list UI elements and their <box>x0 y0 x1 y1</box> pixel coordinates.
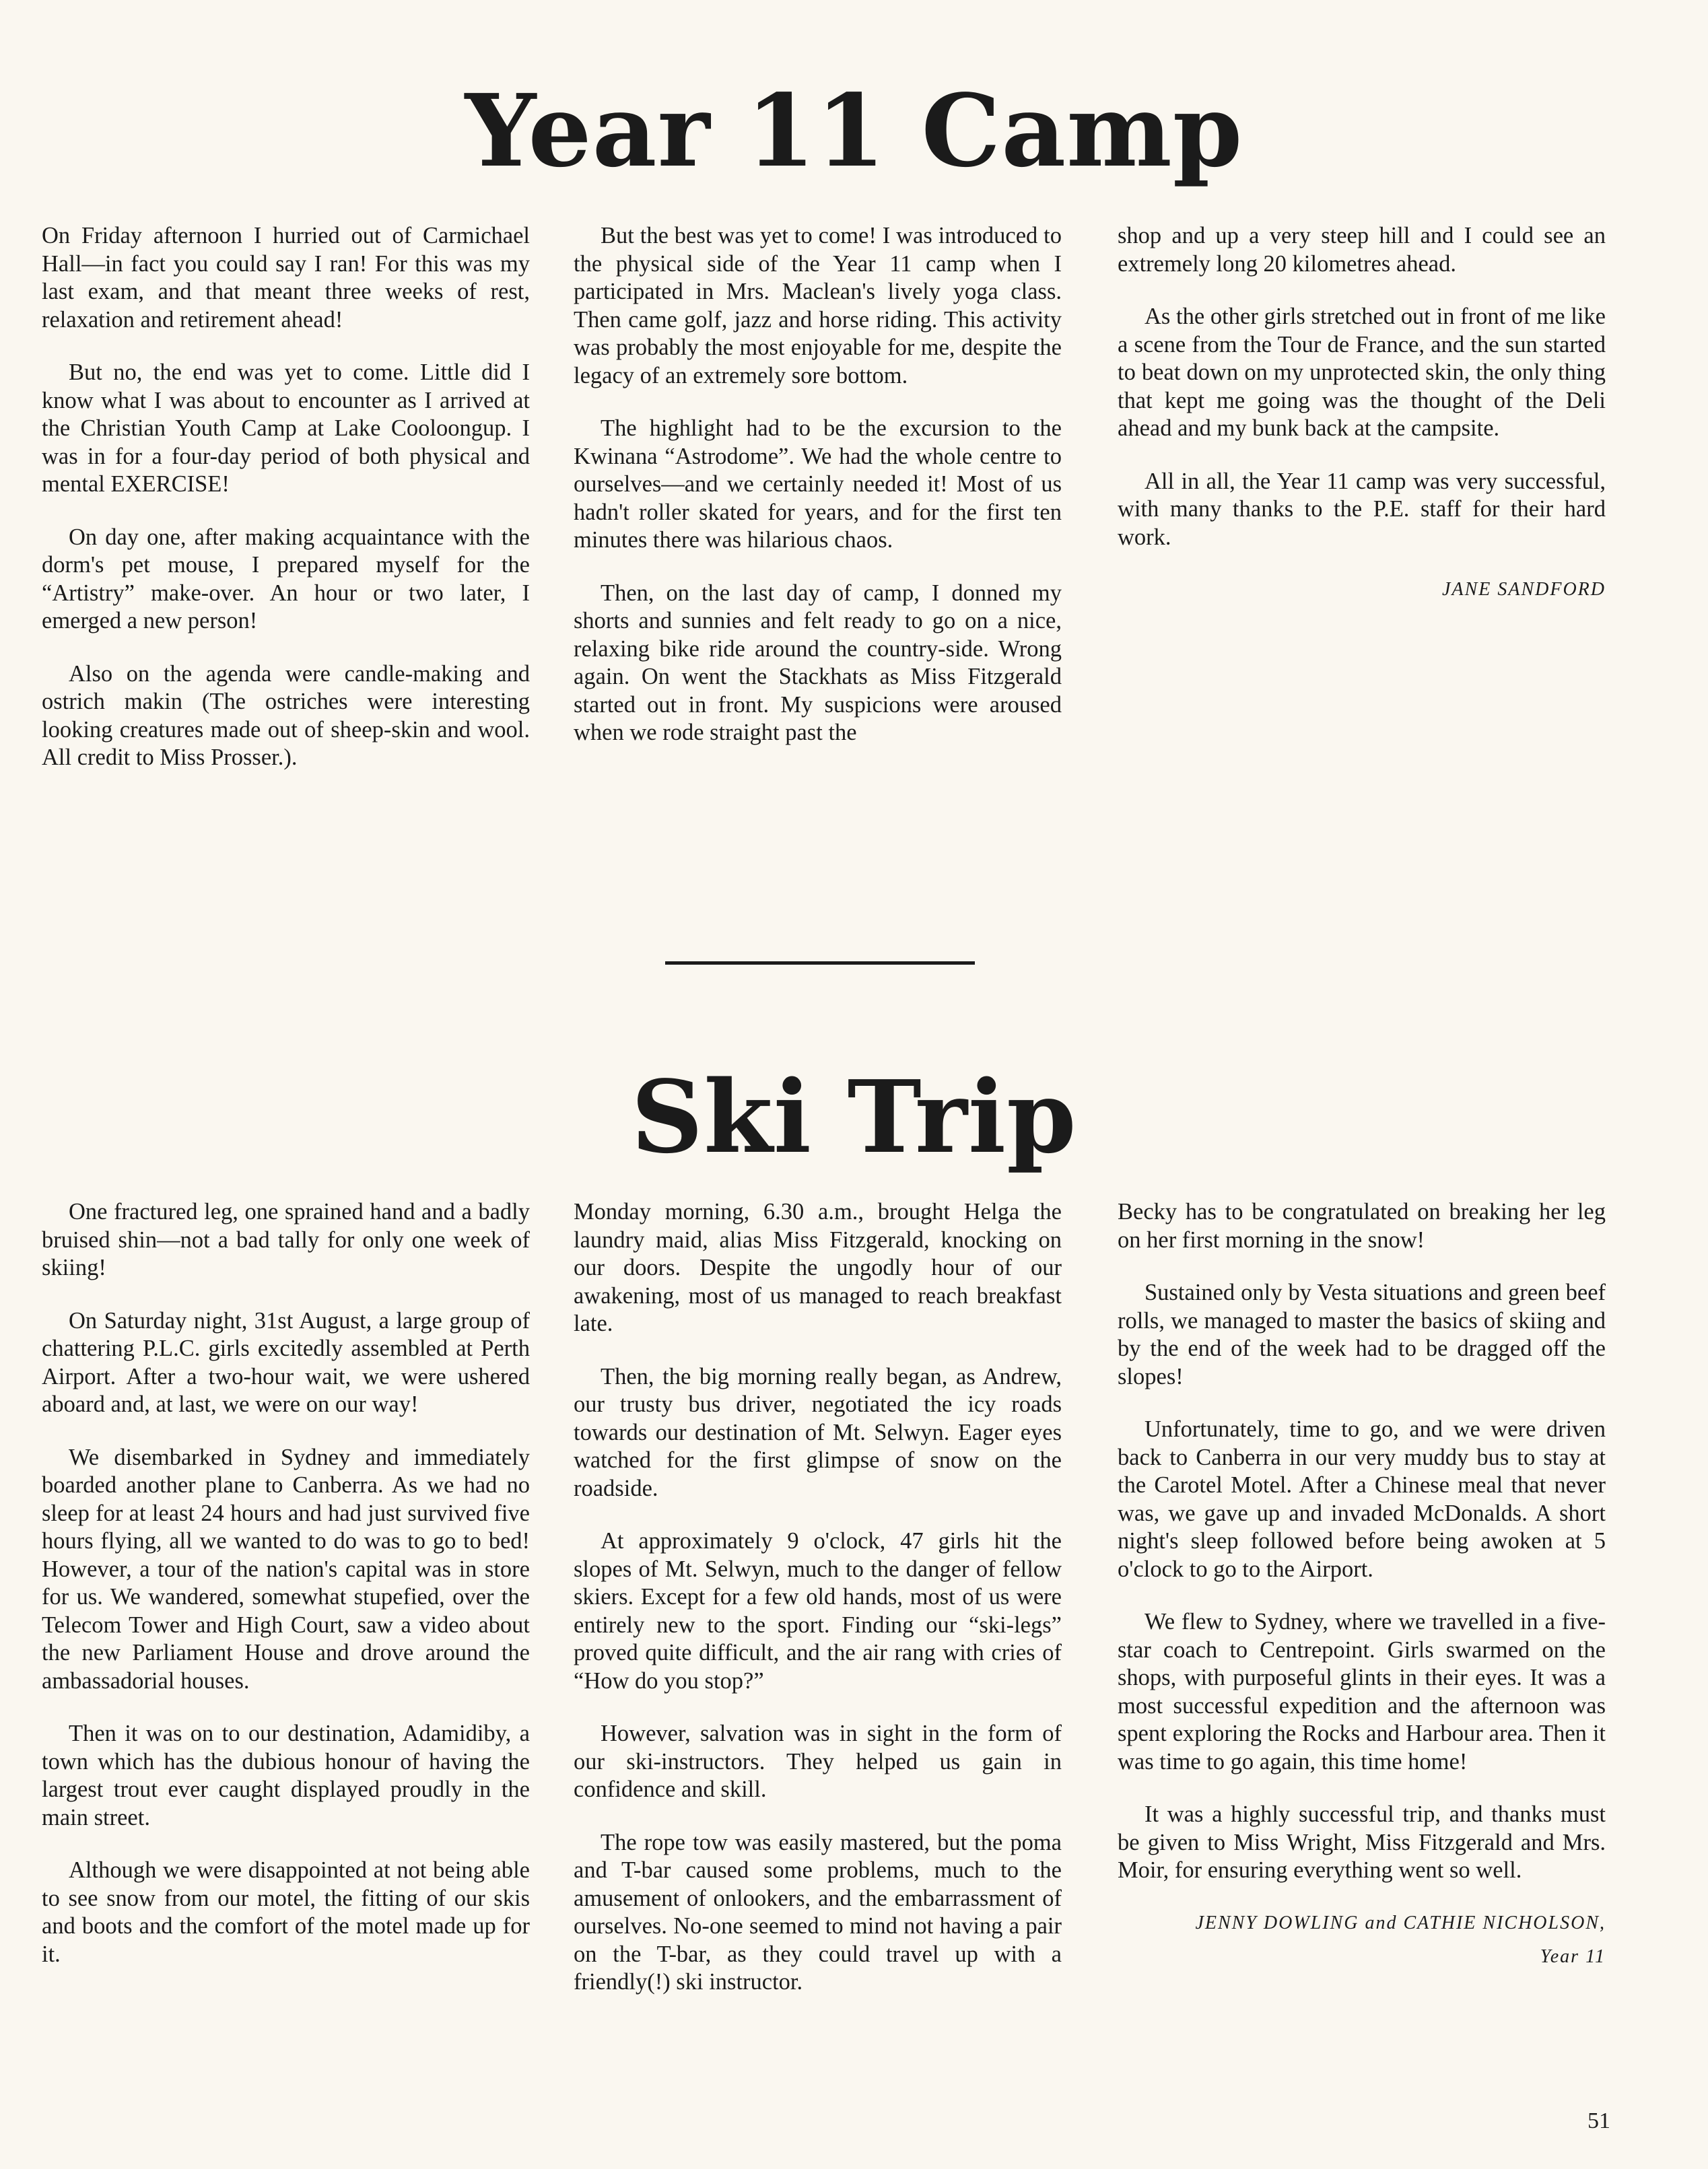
camp-author: JANE SANDFORD <box>1442 579 1606 600</box>
ski-column-1 <box>42 1198 530 1993</box>
paragraph: The rope tow was easily mastered, but the poma and T-bar caused some problems, much to the amusement of onlookers, and the embarrassment of ourselves. No-one seemed to mind not having a pair on the T-bar, as they could travel up with a friendly(!) ski instructor. <box>574 1829 1062 1995</box>
paragraph: Then, the big morning really began, as Andrew, our trusty bus driver, negotiated the icy roads towards our destination of Mt. Selwyn. Eager eyes watched for the first glimpse of snow on the roadside. <box>574 1363 1062 1501</box>
camp-column-2 <box>574 222 1062 772</box>
ski-author-year: Year 11 <box>1540 1946 1606 1967</box>
paragraph: We disembarked in Sydney and immediately boarded another plane to Canberra. As we had no sleep for at least 24 hours and had just survived five hours flying, all we wanted to do was to go to bed! However, a tour of the nation's capital was in store for us. We wandered, somewhat stupefied, over the Telecom Tower and High Court, saw a video about the new Parliament House and drove around the ambassadorial houses. <box>42 1444 530 1694</box>
paragraph: The highlight had to be the excursion to the Kwinana “Astrodome”. We had the whole centre to ourselves—and we certainly needed it! Most of us hadn't roller skated for years, and for the first ten minutes there was hilarious chaos. <box>574 415 1062 553</box>
paragraph: At approximately 9 o'clock, 47 girls hit the slopes of Mt. Selwyn, much to the danger of fellow skiers. Except for a few old hands, most of us were entirely new to the sport. Finding our “ski-legs” proved quite difficult, and the air rang with cries of “How do you stop?” <box>574 1528 1062 1694</box>
paragraph: Unfortunately, time to go, and we were driven back to Canberra in our very muddy bus to stay at the Carotel Motel. After a Chinese meal that never was, we gave up and invaded McDonalds. A short night's sleep followed before being awoken at 5 o'clock to go to the Airport. <box>1118 1416 1606 1582</box>
paragraph: It was a highly successful trip, and thanks must be given to Miss Wright, Miss Fitzgerald and Mrs. Moir, for ensuring everything went so well. <box>1118 1801 1606 1883</box>
paragraph: However, salvation was in sight in the form of our ski-instructors. They helped us gain in confidence and skill. <box>574 1721 1062 1802</box>
camp-column-1 <box>42 222 530 797</box>
section-divider <box>665 961 975 965</box>
paragraph: On day one, after making acquaintance with the dorm's pet mouse, I prepared myself for the “Artistry” make-over. An hour or two later, I emerged a new person! <box>42 524 530 633</box>
paragraph: Sustained only by Vesta situations and green beef rolls, we managed to master the basics of skiing and by the end of the week had to be dragged off the slopes! <box>1118 1280 1606 1389</box>
page-number: 51 <box>1587 2108 1610 2133</box>
paragraph: But the best was yet to come! I was introduced to the physical side of the Year 11 camp when I participated in Mrs. Maclean's lively yoga class. Then came golf, jazz and horse riding. This activity was probably the most enjoyable for me, despite the legacy of an extremely sore bottom. <box>574 223 1062 388</box>
ski-column-2 <box>574 1198 1062 2022</box>
paragraph: We flew to Sydney, where we travelled in a five-star coach to Centrepoint. Girls swarmed on the shops, with purposeful glints in their eyes. It was a most successful expedition and the afternoon was spent exploring the Rocks and Harbour area. Then it was time to go again, this time home! <box>1118 1609 1606 1775</box>
paragraph: One fractured leg, one sprained hand and a badly bruised shin—not a bad tally for only one week of skiing! <box>42 1199 530 1280</box>
paragraph: Then, on the last day of camp, I donned my shorts and sunnies and felt ready to go on a nice, relaxing bike ride around the country-side. Wrong again. On went the Stackhats as Miss Fitzgerald started out in front. My suspicions were aroused when we rode straight past the <box>574 580 1062 745</box>
camp-column-3 <box>1118 222 1606 610</box>
paragraph: As the other girls stretched out in front of me like a scene from the Tour de France, and the sun started to beat down on my unprotected skin, the only thing that kept me going was the thought of the Deli ahead and my bunk back at the campsite. <box>1118 304 1606 441</box>
paragraph: Also on the agenda were candle-making and ostrich makin (The ostriches were interesting looking creatures made out of sheep-skin and wool. All credit to Miss Prosser.). <box>42 660 530 770</box>
ski-column-3 <box>1118 1198 1606 1977</box>
paragraph: Then it was on to our destination, Adamidiby, a town which has the dubious honour of having the largest trout ever caught displayed proudly in the main street. <box>42 1721 530 1830</box>
paragraph: shop and up a very steep hill and I could see an extremely long 20 kilometres ahead. <box>1118 223 1606 277</box>
paragraph: Monday morning, 6.30 a.m., brought Helga the laundry maid, alias Miss Fitzgerald, knocking on our doors. Despite the ungodly hour of our awakening, most of us managed to reach breakfast late. <box>574 1199 1062 1336</box>
paragraph: But no, the end was yet to come. Little did I know what I was about to encounter as I arrived at the Christian Youth Camp at Lake Cooloongup. I was in for a four-day period of both physical and mental EXERCISE! <box>42 359 530 497</box>
camp-title: Year 11 Camp <box>465 72 1243 189</box>
paragraph: All in all, the Year 11 camp was very successful, with many thanks to the P.E. staff for their hard work. <box>1118 468 1606 550</box>
paragraph: Although we were disappointed at not being able to see snow from our motel, the fitting of our skis and boots and the comfort of the motel made up for it. <box>42 1857 530 1967</box>
ski-title: Ski Trip <box>631 1058 1077 1175</box>
paragraph: On Friday afternoon I hurried out of Carmichael Hall—in fact you could say I ran! For this was my last exam, and that meant three weeks of rest, relaxation and retirement ahead! <box>42 223 530 333</box>
ski-author: JENNY DOWLING and CATHIE NICHOLSON, <box>1195 1912 1606 1933</box>
paragraph: On Saturday night, 31st August, a large group of chattering P.L.C. girls excitedly assembled at Perth Airport. After a two-hour wait, we were ushered aboard and, at last, we were on our way! <box>42 1307 530 1417</box>
paragraph: Becky has to be congratulated on breaking her leg on her first morning in the snow! <box>1118 1199 1606 1253</box>
